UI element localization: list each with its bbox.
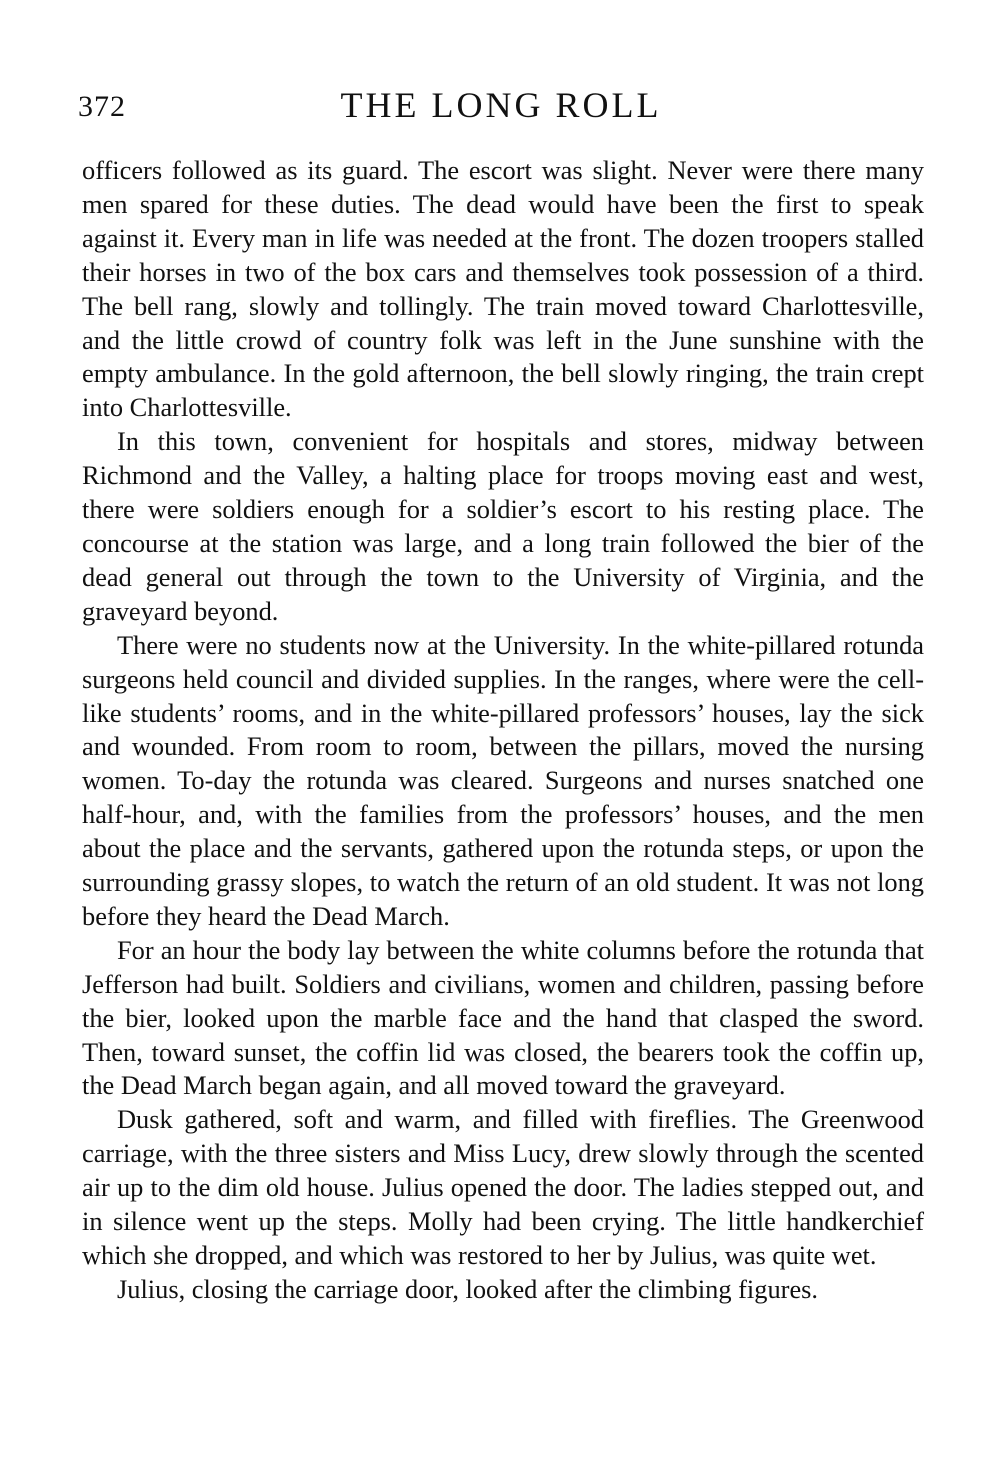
paragraph-6: Julius, closing the carriage door, looked after the climbing figures. <box>117 1273 819 1304</box>
paragraph-2: In this town, convenient for hospitals and stores, midway between Richmond and the Valley, a halting place for troops moving east and west, there were soldiers enough for a soldier’s escort to his resting place. The concourse at the station was large, and a long train followed the bier of the dead general out through the town to the University of Virginia, and the graveyard beyond. <box>82 426 924 626</box>
book-title: THE LONG ROLL <box>340 85 662 125</box>
running-head <box>78 80 924 130</box>
paragraph-3: There were no students now at the University. In the white-pillared rotunda surgeons held council and divided supplies. In the ranges, where were the cell-like students’ rooms, and in the white-pillared professors’ houses, lay the sick and wounded. From room to room, between the pillars, moved the nursing women. To-day the rotunda was cleared. Surgeons and nurses snatched one half-hour, and, with the families from the professors’ houses, and the men about the place and the servants, gathered upon the rotunda steps, or upon the surrounding grassy slopes, to watch the return of an old student. It was not long before they heard the Dead March. <box>82 629 924 931</box>
paragraph-1: officers followed as its guard. The escort was slight. Never were there many men spared for these duties. The dead would have been the first to speak against it. Every man in life was needed at the front. The dozen troopers stalled their horses in two of the box cars and themselves took possession of a third. The bell rang, slowly and tollingly. The train moved toward Charlottesville, and the little crowd of country folk was left in the June sunshine with the empty ambulance. In the gold afternoon, the bell slowly ringing, the train crept into Charlottesville. <box>82 155 924 423</box>
page-number: 372 <box>78 90 126 123</box>
paragraph-5: Dusk gathered, soft and warm, and filled with fireflies. The Greenwood carriage, with the three sisters and Miss Lucy, drew slowly through the scented air up to the dim old house. Julius opened the door. The ladies stepped out, and in silence went up the steps. Molly had been crying. The little handkerchief which she dropped, and which was restored to her by Julius, was quite wet. <box>82 1104 924 1270</box>
body-text <box>82 154 924 1307</box>
paragraph-4: For an hour the body lay between the white columns before the rotunda that Jefferson had built. Soldiers and civilians, women and children, passing before the bier, looked upon the marble face and the hand that clasped the sword. Then, toward sunset, the coffin lid was closed, the bearers took the coffin up, the Dead March began again, and all moved toward the graveyard. <box>82 934 924 1101</box>
